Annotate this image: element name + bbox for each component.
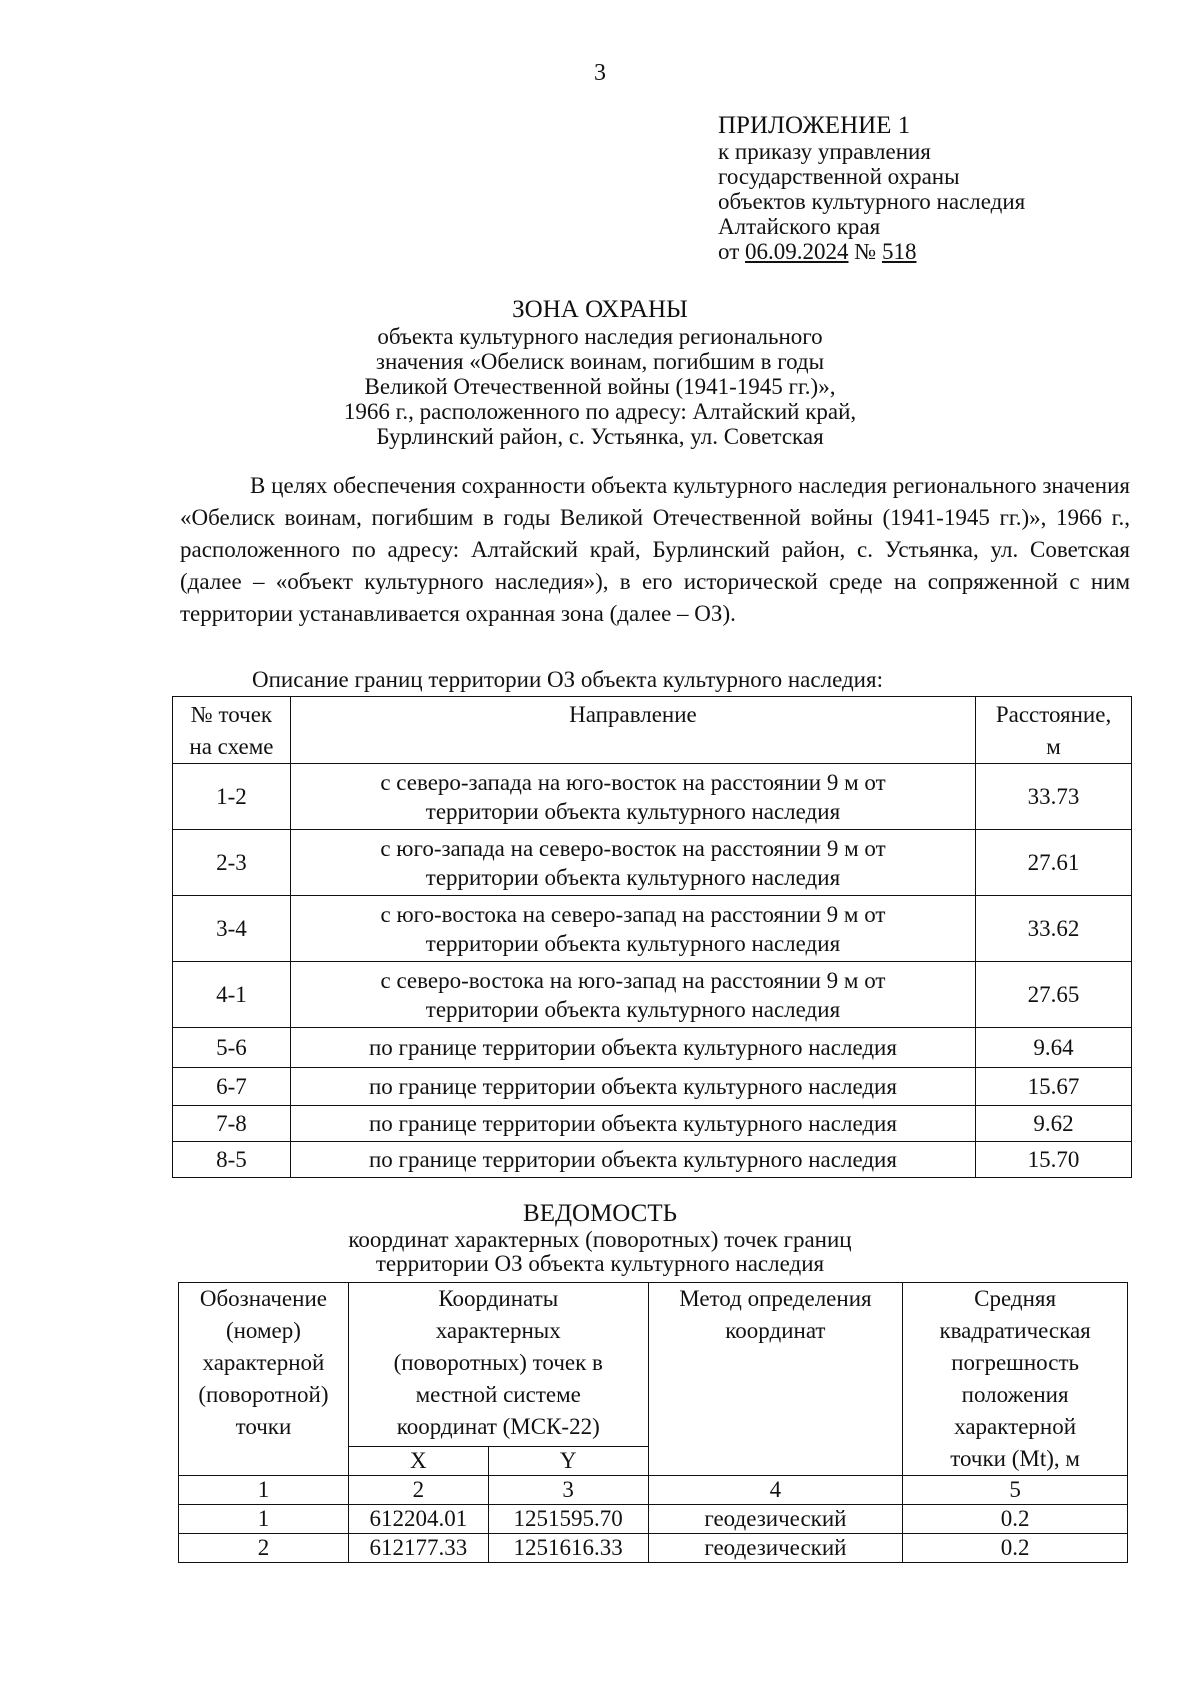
row-point: 1: [179, 1505, 349, 1534]
order-number: 518: [881, 239, 917, 264]
row-distance: 27.65: [976, 962, 1132, 1028]
header-text: погрешность: [951, 1350, 1079, 1375]
column-number: 1: [179, 1476, 349, 1505]
row-direction: [290, 830, 975, 896]
zone-title: ЗОНА ОХРАНЫ: [512, 296, 688, 323]
vedomost-title: ВЕДОМОСТЬ: [523, 1200, 677, 1227]
header-error: [903, 1283, 1128, 1476]
header-text: координат (МСК-22): [396, 1414, 600, 1439]
row-direction: [290, 896, 975, 962]
header-text: характерной: [202, 1350, 325, 1375]
direction-line: с юго-запада на северо-восток на расстоянии 9 м от: [380, 835, 886, 861]
header-text: (номер): [225, 1318, 301, 1343]
zone-subtitle-line: Великой Отечественной войны (1941-1945 гг.)»,: [364, 374, 836, 399]
row-distance: 15.70: [976, 1142, 1132, 1178]
row-points: 8-5: [173, 1142, 291, 1178]
row-method: геодезический: [648, 1505, 903, 1534]
row-y: 1251616.33: [488, 1534, 648, 1563]
vedomost-subtitle-line: координат характерных (поворотных) точек границ: [348, 1227, 852, 1252]
row-points: 1-2: [173, 764, 291, 830]
direction-line: с северо-запада на юго-восток на расстоянии 9 м от: [380, 769, 886, 795]
appendix-block: [718, 112, 1158, 264]
table-row: [173, 962, 1132, 1028]
header-distance: [976, 697, 1132, 764]
boundary-caption: Описание границ территории ОЗ объекта культурного наследия:: [252, 667, 883, 692]
appendix-line: государственной охраны: [718, 164, 960, 189]
direction-line: территории объекта культурного наследия: [425, 798, 841, 824]
header-text: Обозначение: [199, 1286, 327, 1311]
coords-table: [178, 1282, 1128, 1563]
header-y: Y: [488, 1446, 648, 1475]
column-number: 2: [348, 1476, 488, 1505]
direction-line: с северо-востока на юго-запад на расстоянии 9 м от: [380, 967, 886, 993]
table-row: [173, 1142, 1132, 1178]
row-x: 612177.33: [348, 1534, 488, 1563]
appendix-line: Алтайского края: [718, 214, 881, 239]
table-row: [179, 1505, 1128, 1534]
header-text: точки (Mt), м: [950, 1446, 1080, 1471]
header-text: характерных: [435, 1318, 561, 1343]
header-text: координат: [725, 1318, 826, 1343]
header-method: [648, 1283, 903, 1476]
zone-subtitle-line: 1966 г., расположенного по адресу: Алтайский край,: [343, 399, 857, 424]
column-number: 3: [488, 1476, 648, 1505]
appendix-line: объектов культурного наследия: [718, 189, 1026, 214]
direction-line: территории объекта культурного наследия: [425, 864, 841, 890]
header-points: [173, 697, 291, 764]
row-method: геодезический: [648, 1534, 903, 1563]
row-distance: 33.62: [976, 896, 1132, 962]
header-text: положения: [961, 1382, 1069, 1407]
row-points: 7-8: [173, 1106, 291, 1142]
header-text: квадратическая: [939, 1318, 1091, 1343]
row-direction: по границе территории объекта культурного наследия: [290, 1068, 975, 1106]
order-date: 06.09.2024: [745, 239, 849, 264]
zone-subtitle-line: Бурлинский район, с. Устьянка, ул. Советская: [376, 424, 824, 449]
header-text: характерной: [954, 1414, 1077, 1439]
header-designation: [179, 1283, 349, 1476]
header-text: (поворотных) точек в: [393, 1350, 603, 1375]
table-row: [173, 830, 1132, 896]
row-direction: по границе территории объекта культурного наследия: [290, 1028, 975, 1068]
header-text: № точек: [190, 702, 273, 727]
row-direction: [290, 764, 975, 830]
table-header-row: [173, 697, 1132, 764]
vedomost-heading: [0, 1200, 1200, 1276]
table-row: [173, 764, 1132, 830]
row-point: 2: [179, 1534, 349, 1563]
row-points: 3-4: [173, 896, 291, 962]
row-points: 5-6: [173, 1028, 291, 1068]
appendix-title: ПРИЛОЖЕНИЕ 1: [718, 112, 911, 139]
row-distance: 33.73: [976, 764, 1132, 830]
row-distance: 15.67: [976, 1068, 1132, 1106]
direction-line: территории объекта культурного наследия: [425, 996, 841, 1022]
header-text: Средняя: [974, 1286, 1057, 1311]
direction-line: с юго-востока на северо-запад на расстоянии 9 м от: [380, 901, 886, 927]
intro-paragraph: В целях обеспечения сохранности объекта культурного наследия регионального значения «Обелиск воинам, погибшим в годы Великой Отечественной войны (1941-1945 гг.)», 1966 г., расположенного по адресу: Алтайский край, Бурлинский район, с. Устьянка, ул. Советская (далее – «объект культурного наследия»), в его исторической среде на сопряженной с ним территории устанавливается охранная зона (далее – ОЗ).: [180, 473, 1130, 626]
appendix-date-line: [718, 239, 1158, 264]
column-number: 4: [648, 1476, 903, 1505]
header-text: Координаты: [438, 1286, 559, 1311]
header-text: м: [1046, 734, 1061, 759]
table-row: [173, 896, 1132, 962]
number-prefix: №: [848, 239, 882, 264]
date-prefix: от: [718, 239, 745, 264]
zone-subtitle-line: значения «Обелиск воинам, погибшим в годы: [375, 349, 825, 374]
vedomost-subtitle-line: территории ОЗ объекта культурного наследия: [375, 1251, 825, 1276]
column-number-row: [179, 1476, 1128, 1505]
zone-heading: [0, 296, 1200, 449]
table-row: [173, 1106, 1132, 1142]
header-text: точки: [235, 1414, 292, 1439]
header-text: Расстояние,: [995, 702, 1112, 727]
table-header-row: [179, 1283, 1128, 1447]
row-distance: 27.61: [976, 830, 1132, 896]
header-text: (поворотной): [198, 1382, 329, 1407]
header-coordinates: [348, 1283, 648, 1447]
header-x: X: [348, 1446, 488, 1475]
header-text: на схеме: [189, 734, 274, 759]
header-text: Метод определения: [679, 1286, 872, 1311]
row-y: 1251595.70: [488, 1505, 648, 1534]
header-direction: Направление: [290, 697, 975, 764]
header-text: местной системе: [415, 1382, 581, 1407]
row-points: 2-3: [173, 830, 291, 896]
page-number: 3: [594, 60, 606, 86]
direction-line: территории объекта культурного наследия: [425, 930, 841, 956]
row-distance: 9.62: [976, 1106, 1132, 1142]
appendix-line: к приказу управления: [718, 139, 931, 164]
row-direction: по границе территории объекта культурного наследия: [290, 1106, 975, 1142]
table-row: [173, 1068, 1132, 1106]
boundary-table: [172, 696, 1132, 1178]
table-row: [173, 1028, 1132, 1068]
column-number: 5: [903, 1476, 1128, 1505]
row-distance: 9.64: [976, 1028, 1132, 1068]
row-direction: [290, 962, 975, 1028]
row-x: 612204.01: [348, 1505, 488, 1534]
row-error: 0.2: [903, 1534, 1128, 1563]
row-error: 0.2: [903, 1505, 1128, 1534]
table-row: [179, 1534, 1128, 1563]
row-direction: по границе территории объекта культурного наследия: [290, 1142, 975, 1178]
zone-subtitle-line: объекта культурного наследия регионального: [377, 324, 823, 349]
row-points: 6-7: [173, 1068, 291, 1106]
row-points: 4-1: [173, 962, 291, 1028]
